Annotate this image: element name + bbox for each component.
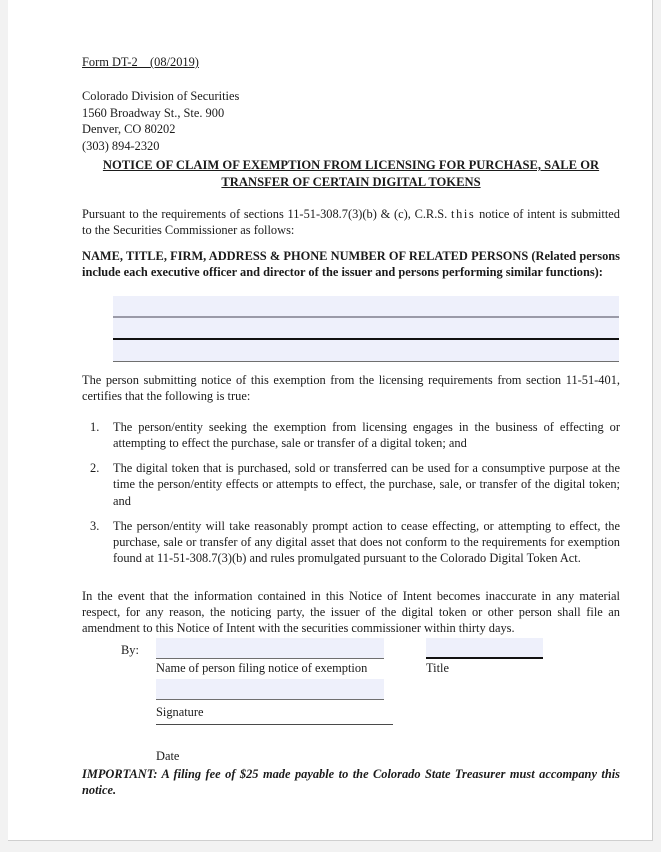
pursuant-text-after: notice of intent is submitted to the Securities Commissioner as follows: (82, 207, 620, 238)
pursuant-paragraph (82, 206, 620, 238)
certification-list (82, 419, 620, 575)
list-item-number: 3. (90, 518, 100, 533)
document-title-line-2: TRANSFER OF CERTAIN DIGITAL TOKENS (221, 174, 481, 189)
agency-name: Colorado Division of Securities (82, 89, 240, 103)
agency-street: 1560 Broadway St., Ste. 900 (82, 105, 225, 120)
document-title-line-1: NOTICE OF CLAIM OF EXEMPTION FROM LICENSING FOR PURCHASE, SALE OR (102, 158, 600, 172)
date-input[interactable] (156, 724, 393, 725)
pursuant-spaced-word: this (451, 207, 476, 221)
list-item-text: The digital token that is purchased, sold or transferred can be used for a consumptive purpose at the time the person/entity effects or attempts to effect, the purchase, sale, or transfer of the digital token; and (113, 461, 620, 508)
certifies-intro-paragraph: The person submitting notice of this exemption from the licensing requirements from section 11-51-401, certifies that the following is true: (82, 373, 620, 404)
agency-address-block (82, 88, 239, 154)
list-item-text: The person/entity will take reasonably prompt action to cease effecting, or attempting to effect, the purchase, sale or transfer of any digital asset that does not conform to the requirements for exemption found at 11-51-308.7(3)(b) and rules promulgated pursuant to the Colorado Digital Token Act. (113, 518, 620, 565)
document-title (82, 157, 620, 191)
related-persons-heading: NAME, TITLE, FIRM, ADDRESS & PHONE NUMBER OF RELATED PERSONS (Related persons include each executive officer and director of the issuer and persons performing similar functions): (82, 249, 620, 280)
title-input[interactable] (426, 638, 543, 659)
name-input[interactable] (156, 638, 384, 659)
signature-input[interactable] (156, 679, 384, 700)
by-label: By: (121, 643, 139, 657)
document-page (8, 0, 653, 841)
important-notice: IMPORTANT: A filing fee of $25 made payable to the Colorado State Treasurer must accompany this notice. (82, 767, 620, 798)
list-item (82, 419, 620, 451)
list-item-number: 1. (90, 420, 100, 434)
form-identifier: Form DT-2 (08/2019) (82, 55, 199, 69)
related-persons-input-3[interactable] (113, 340, 619, 362)
amendment-paragraph: In the event that the information contained in this Notice of Intent becomes inaccurate in any material respect, for any reason, the noticing party, the issuer of the digital token or other person shall file an amendment to this Notice of Intent with the securities commissioner within thirty days. (82, 589, 620, 636)
signature-caption: Signature (156, 705, 204, 719)
agency-city-state-zip: Denver, CO 80202 (82, 122, 176, 136)
list-item-number: 2. (90, 461, 100, 476)
pursuant-text-before: Pursuant to the requirements of sections 11-51-308.7(3)(b) & (c), C.R.S. (82, 207, 452, 221)
title-caption: Title (426, 661, 449, 675)
related-persons-input-1[interactable] (113, 296, 619, 318)
name-caption: Name of person filing notice of exemption (156, 661, 368, 675)
date-caption: Date (156, 749, 180, 763)
list-item (82, 518, 620, 566)
agency-phone: (303) 894-2320 (82, 138, 160, 153)
list-item-text: The person/entity seeking the exemption from licensing engages in the business of effecting or attempting to effect the purchase, sale or transfer of a digital token; and (113, 420, 620, 451)
list-item (82, 460, 620, 508)
document-content (74, 0, 620, 841)
related-persons-input-2[interactable] (113, 318, 619, 340)
